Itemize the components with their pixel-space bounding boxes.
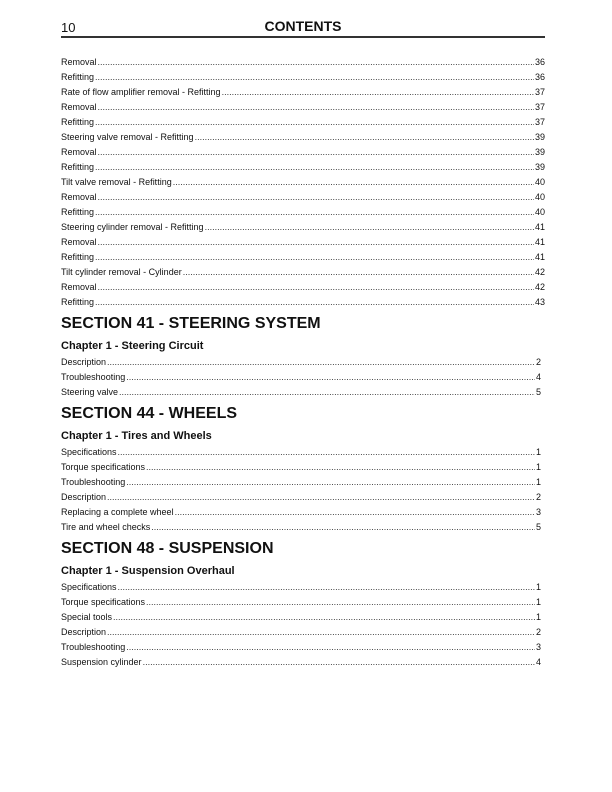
toc-entry[interactable] bbox=[61, 475, 545, 490]
entry-label: Refitting bbox=[61, 72, 95, 82]
entry-label: Removal bbox=[61, 57, 97, 67]
dot-leader bbox=[98, 280, 534, 295]
chapter-entries bbox=[61, 445, 545, 535]
toc-entry[interactable] bbox=[61, 130, 545, 145]
toc-entry[interactable] bbox=[61, 640, 545, 655]
dot-leader bbox=[126, 475, 535, 490]
toc-entry[interactable] bbox=[61, 280, 545, 295]
toc-entry[interactable] bbox=[61, 655, 545, 670]
entry-label: Replacing a complete wheel bbox=[61, 507, 174, 517]
toc-entry[interactable] bbox=[61, 205, 545, 220]
dot-leader bbox=[118, 580, 535, 595]
dot-leader bbox=[175, 505, 535, 520]
dot-leader bbox=[195, 130, 534, 145]
entry-label: Refitting bbox=[61, 207, 95, 217]
toc-entry[interactable] bbox=[61, 235, 545, 250]
entry-page: 36 bbox=[534, 57, 545, 67]
toc-entry[interactable] bbox=[61, 460, 545, 475]
entry-label: Removal bbox=[61, 102, 97, 112]
entry-page: 2 bbox=[535, 627, 541, 637]
dot-leader bbox=[107, 625, 535, 640]
dot-leader bbox=[98, 190, 534, 205]
dot-leader bbox=[107, 490, 535, 505]
entry-page: 40 bbox=[534, 192, 545, 202]
entry-label: Troubleshooting bbox=[61, 642, 126, 652]
entry-page: 1 bbox=[535, 582, 541, 592]
chapter-entries bbox=[61, 580, 545, 670]
dot-leader bbox=[95, 115, 534, 130]
dot-leader bbox=[151, 520, 535, 535]
entry-page: 41 bbox=[534, 237, 545, 247]
entry-label: Removal bbox=[61, 147, 97, 157]
toc-entry[interactable] bbox=[61, 160, 545, 175]
entry-label: Specifications bbox=[61, 582, 117, 592]
dot-leader bbox=[95, 250, 534, 265]
dot-leader bbox=[98, 235, 534, 250]
toc-entry[interactable] bbox=[61, 385, 545, 400]
toc-entry[interactable] bbox=[61, 265, 545, 280]
entry-page: 37 bbox=[534, 117, 545, 127]
dot-leader bbox=[95, 205, 534, 220]
entry-page: 1 bbox=[535, 477, 541, 487]
toc-entry[interactable] bbox=[61, 520, 545, 535]
entry-label: Tilt cylinder removal - Cylinder bbox=[61, 267, 182, 277]
entry-page: 2 bbox=[535, 357, 541, 367]
dot-leader bbox=[98, 145, 534, 160]
entry-page: 5 bbox=[535, 522, 541, 532]
entry-label: Tire and wheel checks bbox=[61, 522, 151, 532]
dot-leader bbox=[113, 610, 535, 625]
toc-entry[interactable] bbox=[61, 85, 545, 100]
toc-entry[interactable] bbox=[61, 220, 545, 235]
chapter-heading: Chapter 1 - Steering Circuit bbox=[61, 340, 204, 352]
entry-page: 42 bbox=[534, 267, 545, 277]
dot-leader bbox=[183, 265, 534, 280]
entry-page: 4 bbox=[535, 372, 541, 382]
toc-entry[interactable] bbox=[61, 100, 545, 115]
entry-page: 5 bbox=[535, 387, 541, 397]
dot-leader bbox=[107, 355, 535, 370]
table-of-contents bbox=[61, 55, 545, 670]
toc-entry[interactable] bbox=[61, 505, 545, 520]
entry-label: Steering valve removal - Refitting bbox=[61, 132, 194, 142]
toc-entry[interactable] bbox=[61, 355, 545, 370]
entry-page: 43 bbox=[534, 297, 545, 307]
entry-label: Specifications bbox=[61, 447, 117, 457]
toc-entry[interactable] bbox=[61, 490, 545, 505]
dot-leader bbox=[146, 460, 535, 475]
entry-page: 41 bbox=[534, 252, 545, 262]
entry-label: Special tools bbox=[61, 612, 113, 622]
toc-entry[interactable] bbox=[61, 115, 545, 130]
page-number: 10 bbox=[61, 20, 76, 35]
entry-label: Steering cylinder removal - Refitting bbox=[61, 222, 204, 232]
toc-entry[interactable] bbox=[61, 55, 545, 70]
dot-leader bbox=[143, 655, 535, 670]
entry-label: Tilt valve removal - Refitting bbox=[61, 177, 172, 187]
dot-leader bbox=[118, 445, 535, 460]
page-header bbox=[61, 18, 545, 38]
dot-leader bbox=[119, 385, 535, 400]
entry-label: Removal bbox=[61, 282, 97, 292]
entry-page: 1 bbox=[535, 447, 541, 457]
toc-entry[interactable] bbox=[61, 595, 545, 610]
entry-label: Removal bbox=[61, 192, 97, 202]
entry-label: Torque specifications bbox=[61, 597, 146, 607]
dot-leader bbox=[98, 100, 534, 115]
entry-label: Description bbox=[61, 492, 107, 502]
entry-label: Description bbox=[61, 627, 107, 637]
entry-page: 39 bbox=[534, 162, 545, 172]
toc-entry[interactable] bbox=[61, 190, 545, 205]
entry-page: 40 bbox=[534, 177, 545, 187]
toc-entry[interactable] bbox=[61, 250, 545, 265]
entry-page: 4 bbox=[535, 657, 541, 667]
entry-page: 37 bbox=[534, 87, 545, 97]
entry-page: 42 bbox=[534, 282, 545, 292]
dot-leader bbox=[205, 220, 534, 235]
entry-label: Refitting bbox=[61, 162, 95, 172]
entry-page: 39 bbox=[534, 132, 545, 142]
chapter-entries bbox=[61, 355, 545, 400]
entry-page: 2 bbox=[535, 492, 541, 502]
dot-leader bbox=[146, 595, 535, 610]
toc-entry[interactable] bbox=[61, 295, 545, 310]
toc-entry[interactable] bbox=[61, 175, 545, 190]
dot-leader bbox=[126, 640, 535, 655]
section-heading: SECTION 41 - STEERING SYSTEM bbox=[61, 315, 321, 332]
entry-page: 36 bbox=[534, 72, 545, 82]
entry-page: 3 bbox=[535, 642, 541, 652]
entry-label: Refitting bbox=[61, 297, 95, 307]
entry-page: 37 bbox=[534, 102, 545, 112]
toc-entry[interactable] bbox=[61, 580, 545, 595]
entry-label: Refitting bbox=[61, 117, 95, 127]
entry-page: 3 bbox=[535, 507, 541, 517]
entry-label: Refitting bbox=[61, 252, 95, 262]
section-heading: SECTION 44 - WHEELS bbox=[61, 405, 238, 422]
toc-entry[interactable] bbox=[61, 610, 545, 625]
dot-leader bbox=[126, 370, 535, 385]
entry-label: Troubleshooting bbox=[61, 372, 126, 382]
entry-page: 41 bbox=[534, 222, 545, 232]
entry-label: Troubleshooting bbox=[61, 477, 126, 487]
entry-label: Description bbox=[61, 357, 107, 367]
entry-label: Suspension cylinder bbox=[61, 657, 142, 667]
section-heading: SECTION 48 - SUSPENSION bbox=[61, 540, 274, 557]
chapter-heading: Chapter 1 - Suspension Overhaul bbox=[61, 565, 235, 577]
toc-entry[interactable] bbox=[61, 145, 545, 160]
entry-page: 1 bbox=[535, 462, 541, 472]
entry-page: 39 bbox=[534, 147, 545, 157]
toc-entry[interactable] bbox=[61, 445, 545, 460]
entry-label: Steering valve bbox=[61, 387, 119, 397]
entry-page: 1 bbox=[535, 612, 541, 622]
entry-page: 1 bbox=[535, 597, 541, 607]
entry-page: 40 bbox=[534, 207, 545, 217]
dot-leader bbox=[222, 85, 534, 100]
toc-entry[interactable] bbox=[61, 70, 545, 85]
dot-leader bbox=[98, 55, 534, 70]
entry-label: Torque specifications bbox=[61, 462, 146, 472]
entry-label: Removal bbox=[61, 237, 97, 247]
toc-entry[interactable] bbox=[61, 625, 545, 640]
page-title: CONTENTS bbox=[264, 18, 342, 34]
toc-entry[interactable] bbox=[61, 370, 545, 385]
dot-leader bbox=[173, 175, 534, 190]
dot-leader bbox=[95, 70, 534, 85]
dot-leader bbox=[95, 295, 534, 310]
entry-label: Rate of flow amplifier removal - Refitting bbox=[61, 87, 221, 97]
chapter-heading: Chapter 1 - Tires and Wheels bbox=[61, 430, 212, 442]
dot-leader bbox=[95, 160, 534, 175]
